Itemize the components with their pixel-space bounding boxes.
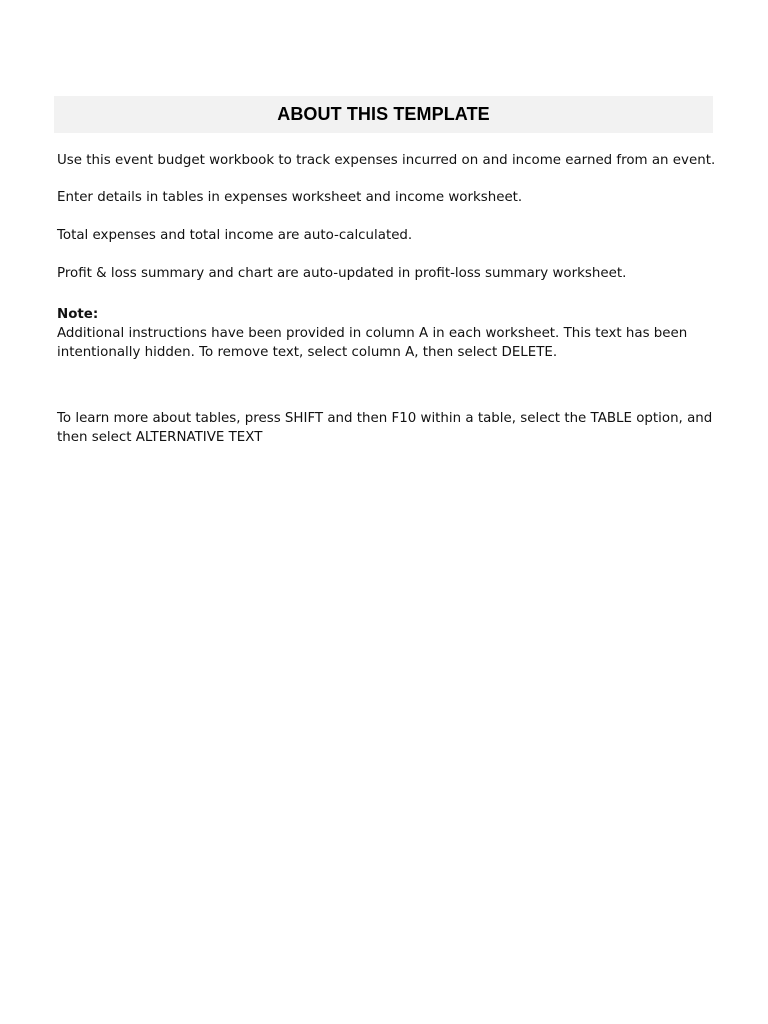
summary-paragraph: Profit & loss summary and chart are auto-updated in profit-loss summary worksheet. xyxy=(57,266,627,281)
intro-paragraph: Use this event budget workbook to track expenses incurred on and income earned from an event. xyxy=(57,153,716,168)
details-paragraph: Enter details in tables in expenses worksheet and income worksheet. xyxy=(57,190,523,205)
title-banner xyxy=(54,96,713,133)
note-block xyxy=(57,305,717,362)
page-title: ABOUT THIS TEMPLATE xyxy=(277,104,490,124)
instructions-body xyxy=(57,151,717,447)
totals-paragraph: Total expenses and total income are auto-calculated. xyxy=(57,228,413,243)
note-label: Note: xyxy=(57,307,99,322)
tables-help-paragraph: To learn more about tables, press SHIFT and then F10 within a table, select the TABLE option, and then select ALTERNATIVE TEXT xyxy=(57,411,713,445)
note-text: Additional instructions have been provided in column A in each worksheet. This text has been intentionally hidden. To remove text, select column A, then select DELETE. xyxy=(57,326,688,360)
